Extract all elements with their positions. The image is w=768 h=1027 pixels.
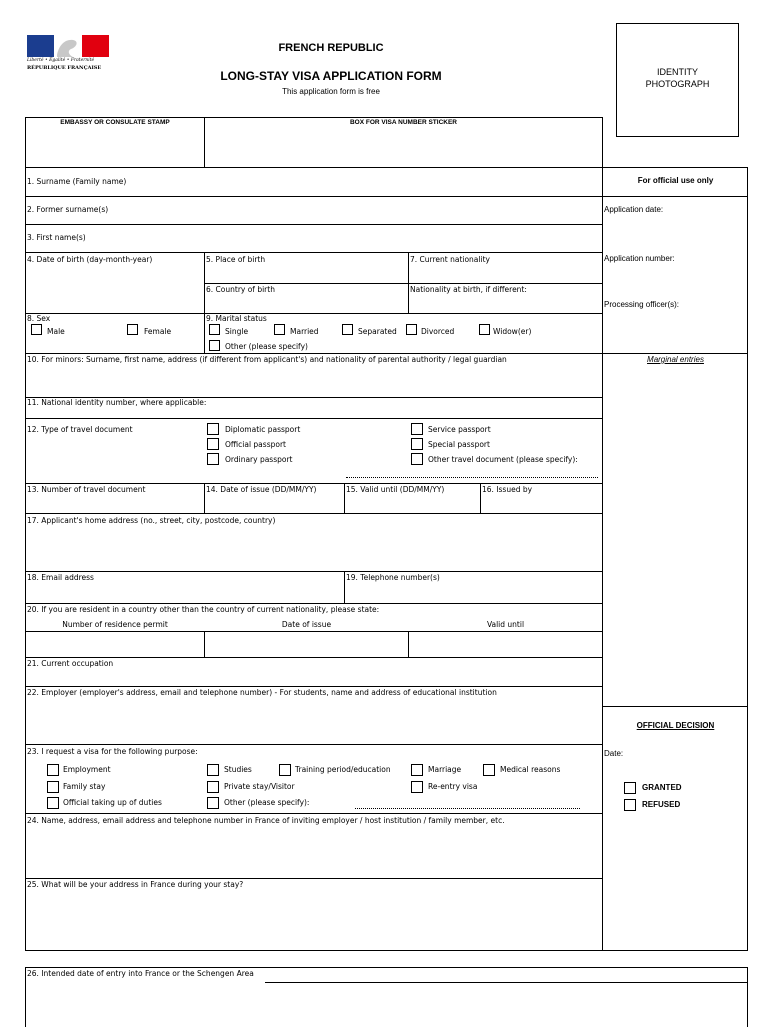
official-passport-label: Official passport	[225, 440, 286, 449]
valid-until-label: 15. Valid until (DD/MM/YY)	[346, 485, 445, 494]
marriage-checkbox[interactable]	[411, 764, 423, 776]
address-in-france-label: 25. What will be your address in France during your stay?	[27, 880, 244, 889]
diplomatic-passport-checkbox[interactable]	[207, 423, 219, 435]
divorced-label: Divorced	[421, 327, 455, 336]
other-purpose-line[interactable]	[355, 808, 580, 809]
official-duties-label: Official taking up of duties	[63, 798, 162, 807]
widow-checkbox[interactable]	[479, 324, 490, 335]
refused-checkbox[interactable]	[624, 799, 636, 811]
republic-heading: FRENCH REPUBLIC	[278, 42, 384, 54]
special-passport-checkbox[interactable]	[411, 438, 423, 450]
marginal-entries-label: Marginal entries	[647, 355, 704, 364]
re-entry-visa-label: Re-entry visa	[428, 782, 478, 791]
former-surname-label: 2. Former surname(s)	[27, 205, 109, 214]
minors-label: 10. For minors: Surname, first name, address (if different from applicant's) and nationality of parental authority / legal guardian	[27, 355, 507, 364]
processing-officer-label: Processing officer(s):	[604, 300, 679, 309]
republic-logo	[27, 35, 109, 75]
private-stay-checkbox[interactable]	[207, 781, 219, 793]
photo-label-2: PHOTOGRAPH	[645, 79, 710, 89]
country-of-birth-label: 6. Country of birth	[206, 285, 275, 294]
female-label: Female	[144, 327, 172, 336]
application-number-label: Application number:	[604, 254, 675, 263]
other-travel-document-line[interactable]	[346, 477, 598, 478]
official-duties-checkbox[interactable]	[47, 797, 59, 809]
decision-date-label: Date:	[604, 749, 624, 758]
medical-reasons-checkbox[interactable]	[483, 764, 495, 776]
official-use-title: For official use only	[637, 176, 714, 185]
page-subtitle: This application form is free	[282, 87, 380, 96]
sticker-label: BOX FOR VISA NUMBER STICKER	[349, 119, 457, 126]
training-checkbox[interactable]	[279, 764, 291, 776]
married-label: Married	[290, 327, 319, 336]
official-passport-checkbox[interactable]	[207, 438, 219, 450]
other-purpose-checkbox[interactable]	[207, 797, 219, 809]
nationality-at-birth-label: Nationality at birth, if different:	[410, 285, 527, 294]
issued-by-label: 16. Issued by	[482, 485, 533, 494]
private-stay-label: Private stay/Visitor	[224, 782, 295, 791]
residence-date-of-issue-label: Date of issue	[281, 620, 332, 629]
logo-motto: Liberté • Égalité • Fraternité	[27, 58, 95, 63]
date-of-birth-label: 4. Date of birth (day-month-year)	[27, 255, 153, 264]
residence-label: 20. If you are resident in a country other than the country of current nationality, please state:	[27, 605, 380, 614]
studies-checkbox[interactable]	[207, 764, 219, 776]
other-purpose-label: Other (please specify):	[224, 798, 310, 807]
page-title: LONG-STAY VISA APPLICATION FORM	[220, 69, 442, 83]
female-checkbox[interactable]	[127, 324, 138, 335]
marital-status-label: 9. Marital status	[206, 314, 267, 323]
application-date-label: Application date:	[604, 205, 664, 214]
separated-label: Separated	[358, 327, 397, 336]
place-of-birth-label: 5. Place of birth	[206, 255, 266, 264]
employment-checkbox[interactable]	[47, 764, 59, 776]
single-label: Single	[225, 327, 249, 336]
training-label: Training period/education	[295, 765, 391, 774]
sex-label: 8. Sex	[27, 314, 51, 323]
refused-label: REFUSED	[642, 800, 681, 809]
telephone-label: 19. Telephone number(s)	[346, 573, 440, 582]
male-label: Male	[47, 327, 65, 336]
national-id-label: 11. National identity number, where applicable:	[27, 398, 207, 407]
separated-checkbox[interactable]	[342, 324, 353, 335]
identity-photo-box	[616, 23, 739, 137]
occupation-label: 21. Current occupation	[27, 659, 114, 668]
residence-permit-label: Number of residence permit	[62, 620, 168, 629]
other-travel-document-label: Other travel document (please specify):	[428, 455, 578, 464]
diplomatic-passport-label: Diplomatic passport	[225, 425, 301, 434]
employer-label: 22. Employer (employer's address, email and telephone number) - For students, name and address of educational institution	[27, 688, 497, 697]
married-checkbox[interactable]	[274, 324, 285, 335]
family-stay-label: Family stay	[63, 782, 106, 791]
granted-checkbox[interactable]	[624, 782, 636, 794]
other-marital-label: Other (please specify)	[225, 342, 308, 351]
stamp-label: EMBASSY OR CONSULATE STAMP	[60, 119, 170, 126]
re-entry-visa-checkbox[interactable]	[411, 781, 423, 793]
current-nationality-label: 7. Current nationality	[410, 255, 490, 264]
surname-label: 1. Surname (Family name)	[27, 177, 127, 186]
visa-purpose-label: 23. I request a visa for the following purpose:	[27, 747, 198, 756]
granted-label: GRANTED	[642, 783, 682, 792]
first-name-label: 3. First name(s)	[27, 233, 86, 242]
inviting-party-label: 24. Name, address, email address and telephone number in France of inviting employer / host institution / family member, etc.	[27, 816, 505, 825]
residence-valid-until-label: Valid until	[486, 620, 525, 629]
service-passport-label: Service passport	[428, 425, 491, 434]
widow-label: Widow(er)	[493, 327, 532, 336]
home-address-label: 17. Applicant's home address (no., street, city, postcode, country)	[27, 516, 276, 525]
divorced-checkbox[interactable]	[406, 324, 417, 335]
other-marital-checkbox[interactable]	[209, 340, 220, 351]
entry-date-label: 26. Intended date of entry into France or the Schengen Area	[27, 969, 254, 978]
email-label: 18. Email address	[27, 573, 94, 582]
marianne-flag-icon	[27, 35, 109, 57]
date-of-issue-label: 14. Date of issue (DD/MM/YY)	[206, 485, 317, 494]
photo-label-1: IDENTITY	[656, 67, 698, 77]
logo-text: RÉPUBLIQUE FRANÇAISE	[27, 65, 102, 71]
travel-document-number-label: 13. Number of travel document	[27, 485, 146, 494]
ordinary-passport-label: Ordinary passport	[225, 455, 293, 464]
special-passport-label: Special passport	[428, 440, 490, 449]
studies-label: Studies	[224, 765, 252, 774]
male-checkbox[interactable]	[31, 324, 42, 335]
single-checkbox[interactable]	[209, 324, 220, 335]
official-decision-title: OFFICIAL DECISION	[636, 721, 715, 730]
ordinary-passport-checkbox[interactable]	[207, 453, 219, 465]
employment-label: Employment	[63, 765, 111, 774]
form-frame	[25, 167, 748, 951]
service-passport-checkbox[interactable]	[411, 423, 423, 435]
other-travel-document-checkbox[interactable]	[411, 453, 423, 465]
family-stay-checkbox[interactable]	[47, 781, 59, 793]
marriage-label: Marriage	[428, 765, 462, 774]
medical-reasons-label: Medical reasons	[500, 765, 561, 774]
travel-document-type-label: 12. Type of travel document	[27, 425, 133, 434]
